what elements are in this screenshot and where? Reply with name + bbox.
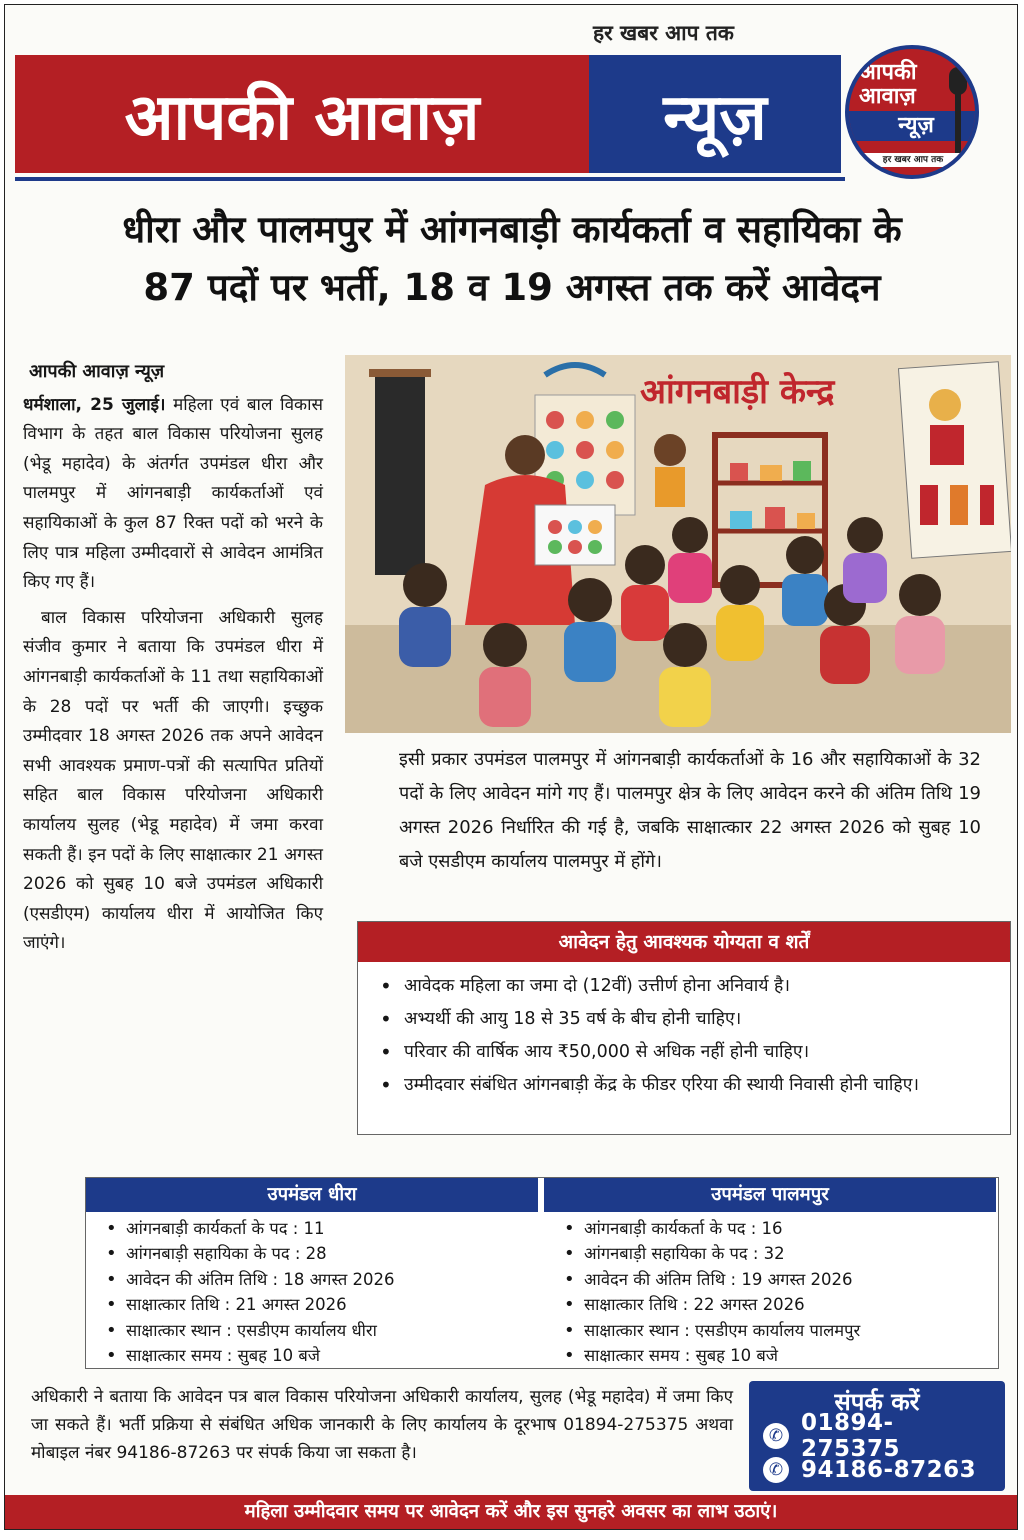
subdivision-dheera-title: उपमंडल धीरा	[86, 1178, 538, 1212]
anganwadi-scene-illustration	[345, 355, 1011, 733]
article-paragraph-3: इसी प्रकार उपमंडल पालमपुर में आंगनबाड़ी कार्यकर्ताओं के 16 और सहायिकाओं के 32 पदों के लिए आवेदन मांगे गए हैं। पालमपुर क्षेत्र के लिए आवेदन करने की अंतिम तिथि 19 अगस्त 2026 निर्धारित की गई है, जबकि साक्षात्कार 22 अगस्त 2026 को सुबह 10 बजे एसडीएम कार्यालय पालमपुर में होंगे।	[399, 749, 981, 872]
list-item: • साक्षात्कार तिथि : 21 अगस्त 2026	[104, 1292, 538, 1317]
headline-line-2: 87 पदों पर भर्ती, 18 व 19 अगस्त तक करें आवेदन	[143, 266, 881, 309]
eligibility-item: • परिवार की वार्षिक आय ₹50,000 से अधिक नहीं होनी चाहिए।	[378, 1036, 990, 1069]
article-left-column	[23, 357, 323, 959]
article-bottom-paragraph: अधिकारी ने बताया कि आवेदन पत्र बाल विकास परियोजना अधिकारी कार्यालय, सुलह (भेडू महादेव) में जमा किए जा सकते हैं। भर्ती प्रक्रिया से संबंधित अधिक जानकारी के लिए कार्यालय के दूरभाष 01894-275375 अथवा मोबाइल नंबर 94186-87263 पर संपर्क किया जा सकता है।	[31, 1387, 733, 1463]
main-headline	[15, 201, 1009, 317]
microphone-icon	[949, 67, 967, 95]
microphone-stand-icon	[955, 93, 961, 153]
list-item: • आंगनबाड़ी सहायिका के पद : 32	[562, 1241, 996, 1266]
eligibility-item: • अभ्यर्थी की आयु 18 से 35 वर्ष के बीच होनी चाहिए।	[378, 1003, 990, 1036]
header-divider	[539, 1186, 541, 1208]
contact-phone-2[interactable]: 94186-87263	[801, 1457, 977, 1483]
subdivision-table	[85, 1177, 999, 1369]
dateline: धर्मशाला, 25 जुलाई।	[23, 394, 166, 415]
wall-sign-text: आंगनबाड़ी केन्द्र	[640, 372, 835, 412]
eligibility-box	[357, 921, 1011, 1135]
article-paragraph-2: बाल विकास परियोजना अधिकारी सुलह संजीव कुमार ने बताया कि उपमंडल धीरा में आंगनबाड़ी कार्यकर्ताओं के 11 तथा सहायिकाओं के 28 पदों पर भर्ती की जाएगी। इच्छुक उम्मीदवार 18 अगस्त 2026 तक अपने आवेदन सभी आवश्यक प्रमाण-पत्रों की सत्यापित प्रतियों सहित बाल विकास परियोजना अधिकारी कार्यालय सुलह (भेडू महादेव) में जमा करवा सकती हैं। इन पदों के लिए साक्षात्कार 21 अगस्त 2026 को सुबह 10 बजे उपमंडल अधिकारी (एसडीएम) कार्यालय धीरा में आयोजित किए जाएंगे।	[23, 607, 323, 954]
list-item: • साक्षात्कार समय : सुबह 10 बजे	[562, 1343, 996, 1368]
contact-row-1	[763, 1410, 991, 1462]
contact-box	[749, 1381, 1005, 1491]
footer-banner: महिला उम्मीदवार समय पर आवेदन करें और इस सुनहरे अवसर का लाभ उठाएं।	[5, 1495, 1017, 1529]
logo-line-3: न्यूज़	[849, 111, 979, 141]
headline-line-1: धीरा और पालमपुर में आंगनबाड़ी कार्यकर्ता व सहायिका के	[122, 208, 902, 251]
subdivision-palampur-title: उपमंडल पालमपुर	[544, 1178, 996, 1212]
brand-logo	[845, 45, 979, 179]
list-item: • आवेदन की अंतिम तिथि : 19 अगस्त 2026	[562, 1267, 996, 1292]
masthead-tagline: हर खबर आप तक	[593, 21, 734, 45]
eligibility-title: आवेदन हेतु आवश्यक योग्यता व शर्तें	[358, 922, 1010, 962]
article-paragraph-1	[23, 391, 323, 598]
masthead-rule	[15, 177, 845, 181]
phone-icon: ✆	[763, 1423, 789, 1449]
list-item: • आवेदन की अंतिम तिथि : 18 अगस्त 2026	[104, 1267, 538, 1292]
byline: आपकी आवाज़ न्यूज़	[29, 361, 165, 382]
logo-line-1: आपकी	[859, 60, 917, 85]
logo-line-2: आवाज़	[859, 84, 916, 109]
list-item: • साक्षात्कार स्थान : एसडीएम कार्यालय धीरा	[104, 1318, 538, 1343]
eligibility-item: • उम्मीदवार संबंधित आंगनबाड़ी केंद्र के फीडर एरिया की स्थायी निवासी होनी चाहिए।	[378, 1069, 990, 1102]
anganwadi-photo	[345, 355, 1011, 733]
contact-title: संपर्क करें	[834, 1388, 920, 1416]
list-item: • साक्षात्कार तिथि : 22 अगस्त 2026	[562, 1292, 996, 1317]
list-item: • साक्षात्कार समय : सुबह 10 बजे	[104, 1343, 538, 1368]
masthead-name-blue: न्यूज़	[589, 55, 841, 173]
contact-phone-1[interactable]: 01894-275375	[801, 1410, 901, 1462]
list-item: • साक्षात्कार स्थान : एसडीएम कार्यालय पालमपुर	[562, 1318, 996, 1343]
subdivision-dheera	[86, 1178, 538, 1366]
eligibility-item: • आवेदक महिला का जमा दो (12वीं) उत्तीर्ण होना अनिवार्य है।	[378, 970, 990, 1003]
subdivision-palampur-list	[544, 1212, 996, 1368]
list-item: • आंगनबाड़ी कार्यकर्ता के पद : 16	[562, 1216, 996, 1241]
subdivision-palampur	[544, 1178, 996, 1366]
masthead-name-red: आपकी आवाज़	[15, 55, 589, 173]
eligibility-list	[358, 962, 1010, 1102]
newspaper-page	[4, 4, 1018, 1530]
contact-row-2	[763, 1453, 991, 1487]
list-item: • आंगनबाड़ी कार्यकर्ता के पद : 11	[104, 1216, 538, 1241]
subdivision-dheera-list	[86, 1212, 538, 1368]
phone-icon: ✆	[763, 1457, 789, 1483]
list-item: • आंगनबाड़ी सहायिका के पद : 28	[104, 1241, 538, 1266]
paragraph-1-text: महिला एवं बाल विकास विभाग के तहत बाल विकास परियोजना सुलह (भेडू महादेव) के अंतर्गत उपमंडल धीरा और पालमपुर में आंगनबाड़ी कार्यकर्ताओं एवं सहायिकाओं के कुल 87 रिक्त पदों को भरने के लिए पात्र महिला उम्मीदवारों से आवेदन आमंत्रित किए गए हैं।	[23, 394, 323, 593]
logo-tagline: हर खबर आप तक	[849, 153, 977, 167]
